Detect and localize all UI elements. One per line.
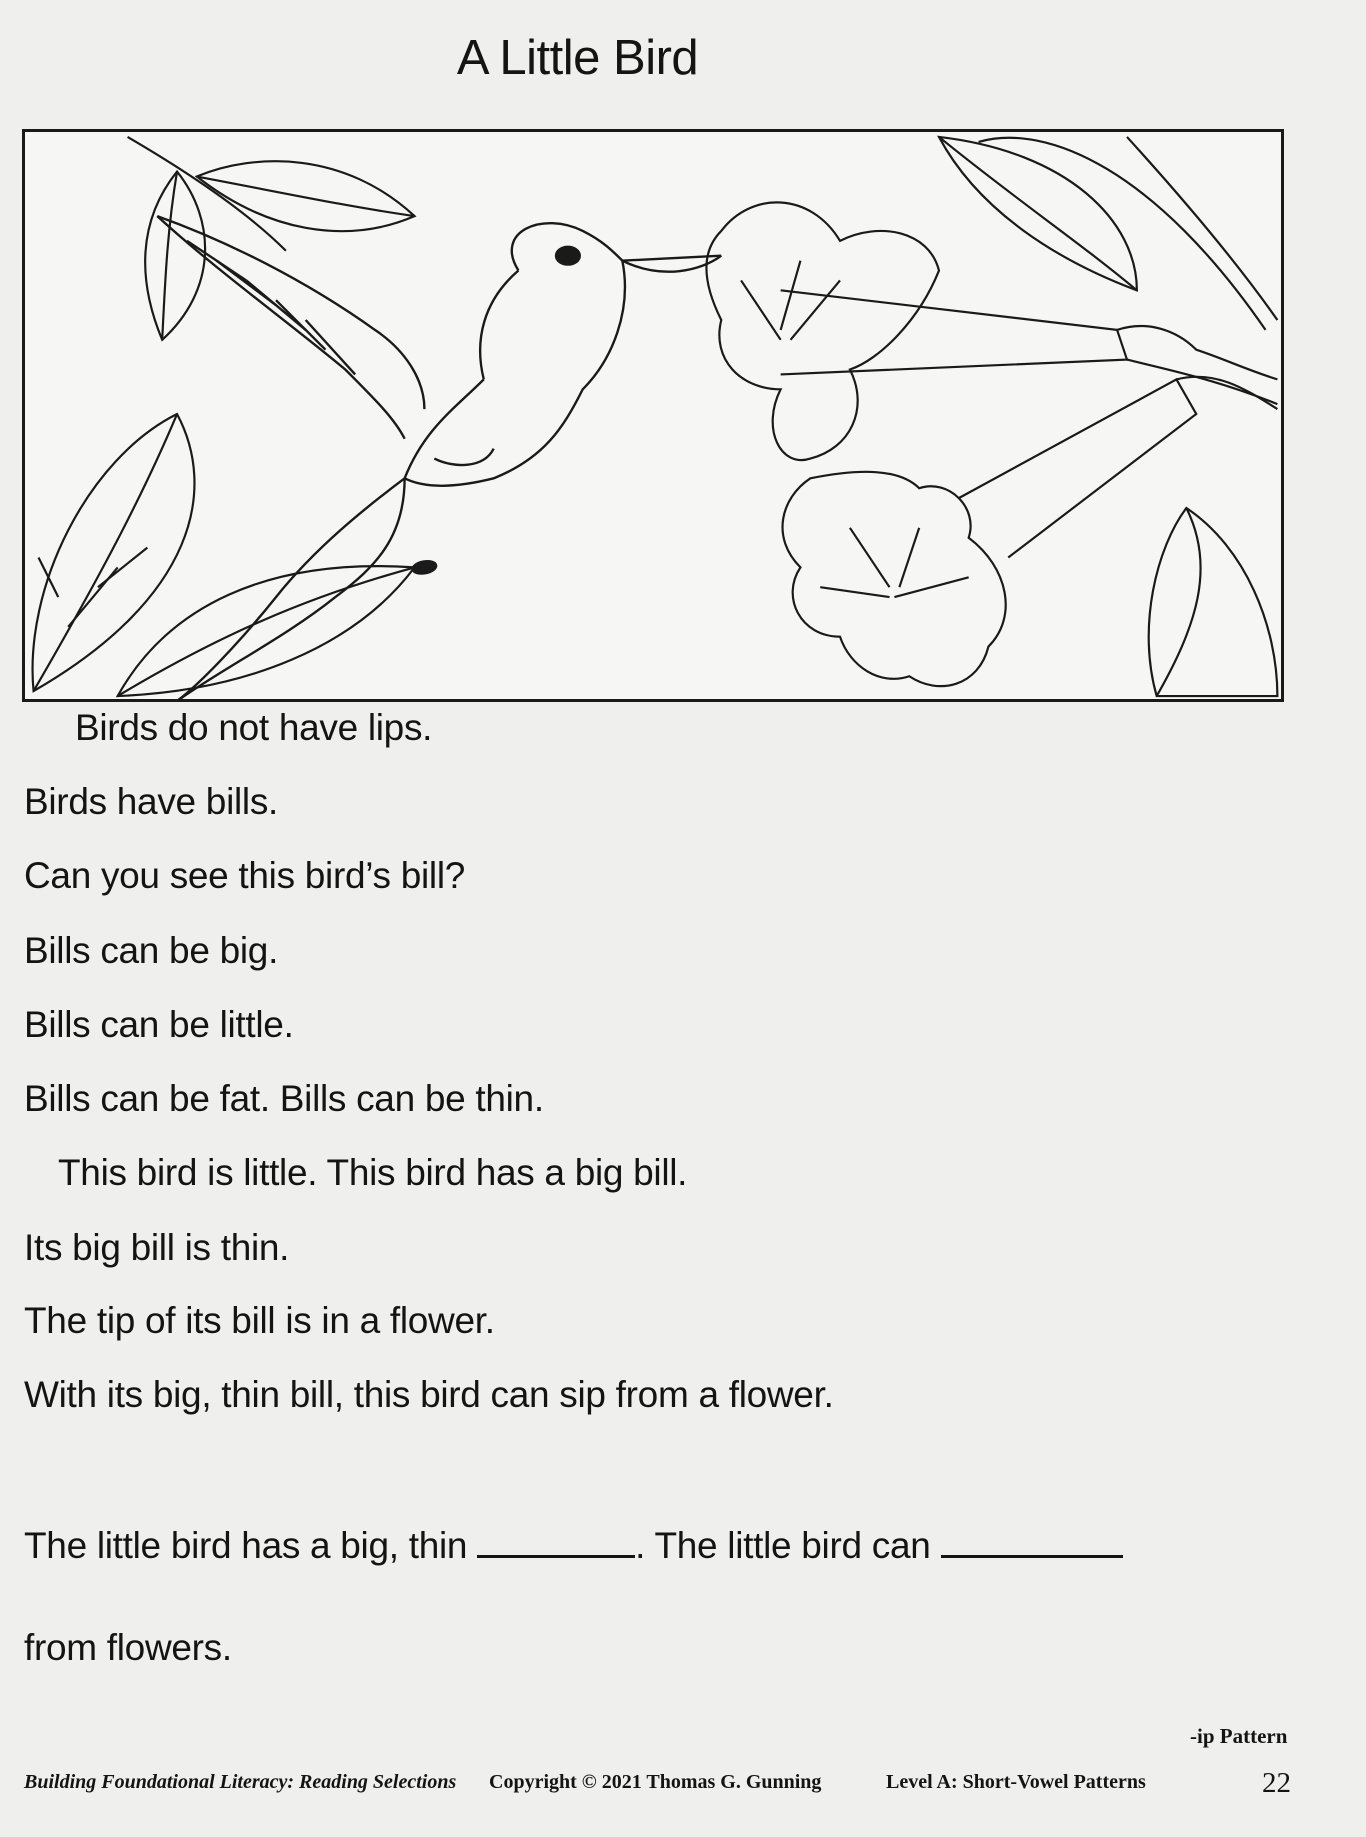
answer-blank-1[interactable] [477, 1525, 635, 1558]
leaf-icon [1149, 508, 1278, 696]
level-label: Level A: Short-Vowel Patterns [886, 1771, 1146, 1793]
flower-icon [783, 377, 1278, 686]
passage-line: With its big, thin bill, this bird can sip from a flower. [24, 1374, 834, 1415]
passage-line: Birds do not have lips. [75, 707, 433, 748]
passage-line: Bills can be big. [24, 930, 279, 971]
passage-line: Can you see this bird’s bill? [24, 855, 466, 896]
passage-line: Its big bill is thin. [24, 1227, 290, 1268]
leaf-icon [939, 137, 1277, 330]
fill-in-question [24, 1525, 1123, 1567]
question-text: from flowers. [24, 1627, 232, 1668]
question-text: . The little bird can [635, 1525, 931, 1566]
page-title: A Little Bird [456, 31, 699, 85]
leaf-icon [33, 414, 415, 696]
passage-line: The tip of its bill is in a flower. [24, 1300, 495, 1341]
question-text: The little bird has a big, thin [24, 1525, 468, 1566]
hummingbird-flower-illustration [22, 129, 1284, 702]
answer-blank-2[interactable] [941, 1525, 1123, 1558]
pattern-label: -ip Pattern [1190, 1724, 1288, 1748]
passage-line: Bills can be little. [24, 1004, 294, 1045]
passage-line: This bird is little. This bird has a big bill. [58, 1152, 688, 1193]
book-title: Building Foundational Literacy: Reading Selections [24, 1771, 457, 1793]
page-number: 22 [1262, 1767, 1291, 1799]
hummingbird-icon [157, 216, 721, 699]
passage-line: Bills can be fat. Bills can be thin. [24, 1078, 544, 1119]
flower-icon [706, 202, 1277, 460]
passage-line: Birds have bills. [24, 781, 279, 822]
copyright: Copyright © 2021 Thomas G. Gunning [489, 1771, 822, 1793]
